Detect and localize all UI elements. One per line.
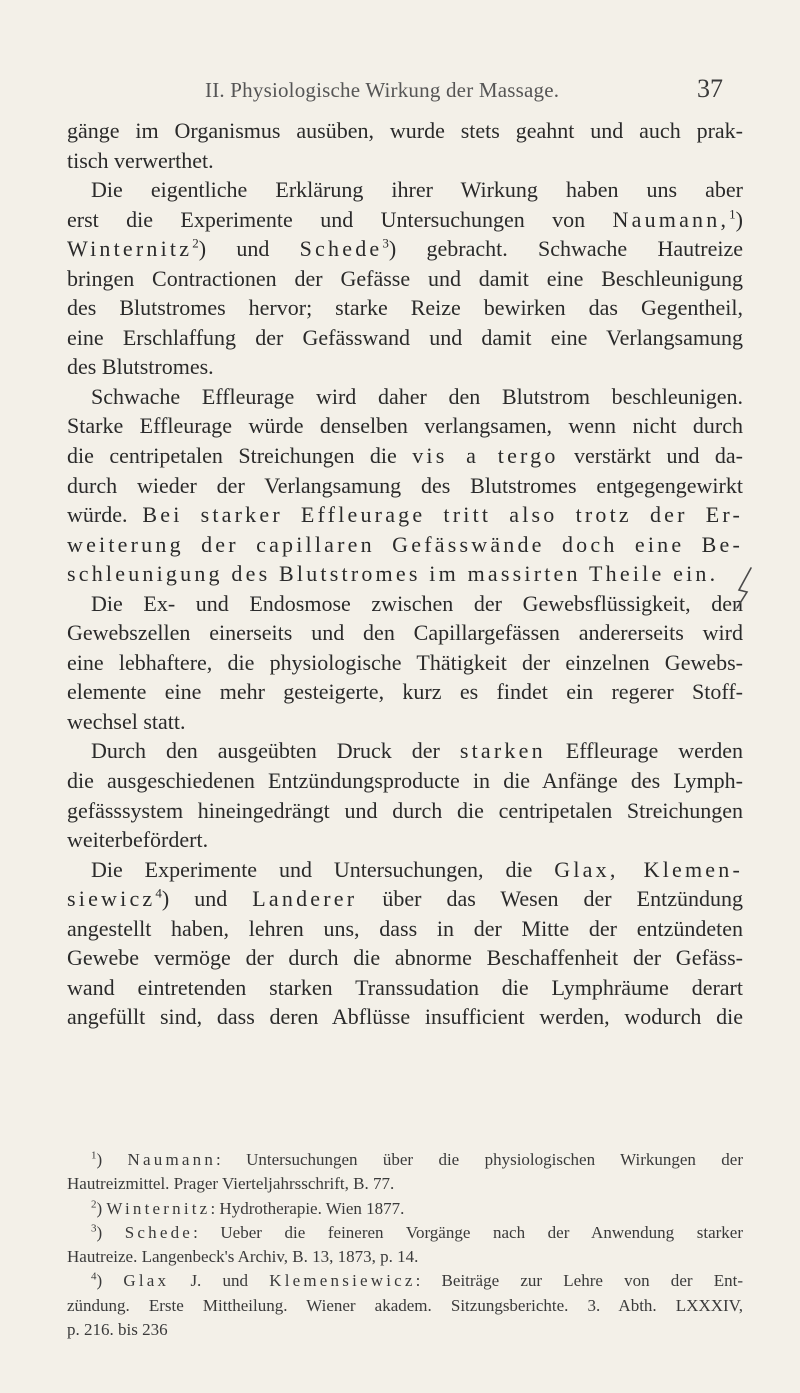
pencil-mark-icon — [733, 566, 755, 610]
text-run: eine lebhaftere, die physiologische Thätigkeit der einzelnen Gewebs- — [67, 649, 743, 675]
text-run: eine Erschlaffung der Gefässwand und damit eine Verlangsamung — [67, 324, 743, 350]
footnote-marker: 3 — [91, 1222, 97, 1235]
text-run: ) — [96, 1198, 107, 1218]
text-line — [67, 293, 743, 323]
text-run: gänge im Organismus ausüben, wurde stets geahnt und auch prak- — [67, 118, 743, 143]
text-run: Durch den ausgeübten Druck der — [91, 738, 460, 764]
spaced-text: weiterung der capillaren Gefässwände doch eine Be- — [67, 531, 743, 557]
spaced-text: Schede — [299, 236, 383, 262]
text-run: ) — [735, 206, 743, 232]
text-run: J. und — [169, 1271, 270, 1291]
text-run: ) — [96, 1150, 128, 1169]
footnote-line — [67, 1269, 743, 1293]
running-title: II. Physiologische Wirkung der Massage. — [205, 78, 560, 102]
text-run: : Untersuchungen über die physiologischen Wirkungen der — [216, 1150, 743, 1169]
running-head — [0, 74, 800, 110]
text-run: weiterbefördert. — [67, 827, 209, 853]
text-run: ) — [96, 1222, 125, 1242]
spaced-text: siewicz — [67, 886, 156, 912]
text-line — [67, 618, 743, 648]
footnote-marker: 2 — [91, 1197, 97, 1210]
text-run: des Blutstromes. — [67, 354, 214, 380]
text-line — [67, 559, 743, 589]
text-line — [67, 234, 743, 264]
text-line — [67, 323, 743, 353]
text-run: Schwache Effleurage wird daher den Blutstrom beschleunigen. — [91, 383, 743, 409]
text-run: Hautreize. Langenbeck's Archiv, B. 13, 1873, p. 14. — [67, 1247, 419, 1267]
footnote-marker: 1 — [91, 1149, 97, 1162]
text-run: tisch verwerthet. — [67, 147, 214, 173]
text-run: wechsel statt. — [67, 708, 186, 734]
spaced-text: Winternitz — [106, 1198, 211, 1218]
text-line — [67, 707, 743, 737]
footnote-marker: 2 — [192, 235, 199, 251]
footnote-line — [67, 1294, 743, 1318]
text-line — [67, 855, 743, 885]
spaced-text: Bei starker Effleurage tritt also trotz der Er- — [142, 502, 743, 528]
text-line — [67, 736, 743, 766]
text-run: angestellt haben, lehren uns, dass in der Mitte der entzündeten — [67, 915, 743, 941]
text-line — [67, 973, 743, 1003]
text-line — [67, 648, 743, 678]
spaced-text: Glax — [123, 1271, 170, 1291]
text-run: Die Experimente und Untersuchungen, die — [91, 856, 555, 882]
text-run: : Ueber die feineren Vorgänge nach der Anwendung starker — [193, 1222, 743, 1242]
footnote-marker: 4 — [91, 1270, 97, 1283]
text-line — [67, 943, 743, 973]
text-run: Die eigentliche Erklärung ihrer Wirkung haben uns aber — [91, 177, 743, 203]
text-run: : Beiträge zur Lehre von der Ent- — [415, 1271, 743, 1291]
text-run: Gewebszellen einerseits und den Capillargefässen andererseits wird — [67, 620, 743, 646]
text-run: ) und — [161, 886, 253, 912]
footnote-marker: 1 — [729, 206, 736, 222]
footnote-marker: 3 — [382, 235, 389, 251]
text-run: würde. — [67, 502, 143, 528]
text-run: die ausgeschiedenen Entzündungsproducte in die Anfänge des Lymph- — [67, 768, 743, 794]
spaced-text: Landerer — [252, 886, 358, 912]
text-line — [67, 589, 743, 619]
body-text — [67, 116, 743, 1032]
text-run: p. 216. bis 236 — [67, 1320, 168, 1340]
footnote-line — [67, 1148, 743, 1172]
footnotes — [67, 1148, 743, 1342]
text-line — [67, 352, 743, 382]
text-run: ) — [96, 1271, 124, 1291]
footnote-line — [67, 1197, 743, 1221]
text-run: erst die Experimente und Untersuchungen von — [67, 206, 613, 232]
text-run: ) gebracht. Schwache Hautreize — [388, 236, 743, 262]
text-run: bringen Contractionen der Gefässe und damit eine Beschleunigung — [67, 265, 743, 291]
text-run: die centripetalen Streichungen die — [67, 443, 413, 469]
text-line — [67, 884, 743, 914]
spaced-text: Glax, Klemen- — [554, 856, 743, 882]
text-line — [67, 205, 743, 235]
text-line — [67, 471, 743, 501]
text-run: : Hydrotherapie. Wien 1877. — [210, 1198, 405, 1218]
footnote-marker: 4 — [155, 885, 162, 901]
text-line — [67, 825, 743, 855]
text-run: zündung. Erste Mittheilung. Wiener akadem. Sitzungsberichte. 3. Abth. LXXXIV, — [67, 1295, 743, 1315]
text-line — [67, 116, 743, 146]
text-line — [67, 530, 743, 560]
spaced-text: schleunigung des Blutstromes im massirten Theile ein. — [67, 561, 719, 587]
text-line — [67, 1002, 743, 1032]
text-line — [67, 175, 743, 205]
text-run: wand eintretenden starken Transsudation die Lymphräume derart — [67, 974, 743, 1000]
spaced-text: starken — [459, 738, 546, 764]
spaced-text: Winternitz — [67, 236, 193, 262]
text-line — [67, 264, 743, 294]
text-run: elemente eine mehr gesteigerte, kurz es findet ein regerer Stoff- — [67, 679, 743, 705]
text-line — [67, 677, 743, 707]
page-number: 37 — [697, 74, 723, 103]
text-run: gefässsystem hineingedrängt und durch die centripetalen Streichungen — [67, 797, 743, 823]
text-line — [67, 411, 743, 441]
spaced-text: Klemensiewicz — [269, 1271, 416, 1291]
text-run: über das Wesen der Entzündung — [357, 886, 743, 912]
footnote-line — [67, 1318, 743, 1342]
footnote-line — [67, 1172, 743, 1196]
text-run: Effleurage werden — [545, 738, 743, 764]
footnote-line — [67, 1221, 743, 1245]
spaced-text: vis a tergo — [412, 443, 559, 469]
text-run: angefüllt sind, dass deren Abflüsse insufficient werden, wodurch die — [67, 1004, 743, 1030]
text-line — [67, 766, 743, 796]
spaced-text: Naumann — [127, 1150, 217, 1169]
text-run: Gewebe vermöge der durch die abnorme Beschaffenheit der Gefäss- — [67, 945, 743, 971]
text-run: verstärkt und da- — [558, 443, 743, 469]
text-run: Die Ex- und Endosmose zwischen der Gewebsflüssigkeit, den — [91, 590, 743, 616]
text-line — [67, 796, 743, 826]
spaced-text: Naumann, — [612, 206, 730, 232]
text-run: des Blutstromes hervor; starke Reize bewirken das Gegentheil, — [67, 295, 743, 321]
text-line — [67, 500, 743, 530]
text-line — [67, 441, 743, 471]
footnote-line — [67, 1245, 743, 1269]
text-line — [67, 914, 743, 944]
text-run: Starke Effleurage würde denselben verlangsamen, wenn nicht durch — [67, 413, 743, 439]
text-run: Hautreizmittel. Prager Vierteljahrsschrift, B. 77. — [67, 1174, 395, 1194]
spaced-text: Schede — [124, 1222, 194, 1242]
text-line — [67, 382, 743, 412]
text-line — [67, 146, 743, 176]
text-run: ) und — [198, 236, 300, 262]
text-run: durch wieder der Verlangsamung des Blutstromes entgegengewirkt — [67, 472, 743, 498]
